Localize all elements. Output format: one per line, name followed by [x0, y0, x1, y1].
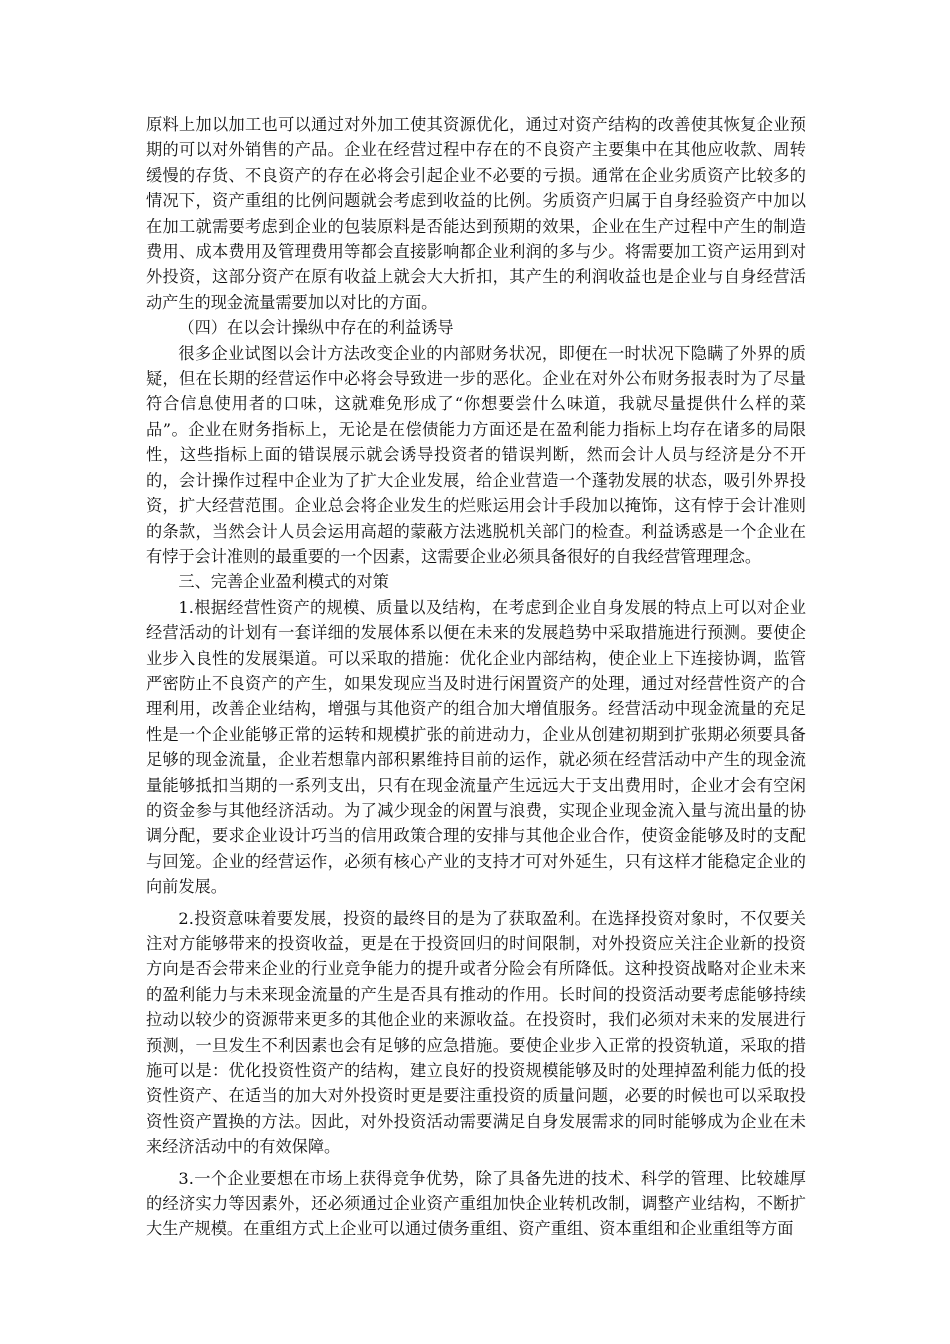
- paragraph-measure-3: 3.一个企业要想在市场上获得竞争优势，除了具备先进的技术、科学的管理、比较雄厚的经济实力等因素外，还必须通过企业资产重组加快企业转机改制，调整产业结构，不断扩大生产规模。在重组方式上企业可以通过债务重组、资产重组、资本重组和企业重组等方面: [146, 1168, 806, 1239]
- document-body: [146, 112, 806, 1242]
- section-heading-4: （四）在以会计操纵中存在的利益诱导: [178, 318, 454, 338]
- section-heading-3: 三、完善企业盈利模式的对策: [178, 572, 389, 592]
- paragraph-measure-1: 1.根据经营性资产的规模、质量以及结构，在考虑到企业自身发展的特点上可以对企业经营活动的计划有一套详细的发展体系以便在未来的发展趋势中采取措施进行预测。要使企业步入良性的发展渠道。可以采取的措施：优化企业内部结构，使企业上下连接协调，监管严密防止不良资产的产生，如果发现应当及时进行闲置资产的处理，通过对经营性资产的合理利用，改善企业结构，增强与其他资产的组合加大增值服务。经营活动中现金流量的充足性是一个企业能够正常的运转和规模扩张的前进动力，企业从创建初期到扩张期必须要具备足够的现金流量，企业若想靠内部积累维持目前的运作，就必须在经营活动中产生的现金流量能够抵扣当期的一系列支出，只有在现金流量产生远远大于支出费用时，企业才会有空闲的资金参与其他经济活动。为了减少现金的闲置与浪费，实现企业现金流入量与流出量的协调分配，要求企业设计巧当的信用政策合理的安排与其他企业合作，使资金能够及时的支配与回笼。企业的经营运作，必须有核心产业的支持才可对外延生，只有这样才能稳定企业的向前发展。: [146, 597, 806, 897]
- paragraph-continuation: 原料上加以加工也可以通过对外加工使其资源优化，通过对资产结构的改善使其恢复企业预期的可以对外销售的产品。企业在经营过程中存在的不良资产主要集中在其他应收款、周转缓慢的存货、不良资产的存在必将会引起企业不必要的亏损。通常在企业劣质资产比较多的情况下，资产重组的比例问题就会考虑到收益的比例。劣质资产归属于自身经验资产中加以在加工就需要考虑到企业的包装原料是否能达到预期的效果，企业在生产过程中产生的制造费用、成本费用及管理费用等都会直接影响都企业利润的多与少。将需要加工资产运用到对外投资，这部分资产在原有收益上就会大大折扣，其产生的利润收益也是企业与自身经营活动产生的现金流量需要加以对比的方面。: [146, 115, 806, 312]
- paragraph-measure-2: 2.投资意味着要发展，投资的最终目的是为了获取盈利。在选择投资对象时，不仅要关注对方能够带来的投资收益，更是在于投资回归的时间限制，对外投资应关注企业新的投资方向是否会带来企业的行业竞争能力的提升或者分险会有所降低。这种投资战略对企业未来的盈利能力与未来现金流量的产生是否具有推动的作用。长时间的投资活动要考虑能够持续拉动以较少的资源带来更多的其他企业的来源收益。在投资时，我们必须对未来的发展进行预测，一旦发生不利因素也会有足够的应急措施。要使企业步入正常的投资轨道，采取的措施可以是：优化投资性资产的结构，建立良好的投资规模能够及时的处理掉盈利能力低的投资性资产、在适当的加大对外投资时更是要注重投资的质量问题，必要的时候也可以采取投资性资产置换的方法。因此，对外投资活动需要满足自身发展需求的同时能够成为企业在未来经济活动中的有效保障。: [146, 908, 806, 1157]
- paragraph-accounting-manipulation: 很多企业试图以会计方法改变企业的内部财务状况，即便在一时状况下隐瞒了外界的质疑，但在长期的经营运作中必将会导致进一步的恶化。企业在对外公布财务报表时为了尽量符合信息使用者的口味，这就难免形成了“你想要尝什么味道，我就尽量提供什么样的菜品”。企业在财务指标上，无论是在偿债能力方面还是在盈利能力指标上均存在诸多的局限性，这些指标上面的错误展示就会诱导投资者的错误判断，然而会计人员与经济是分不开的，会计操作过程中企业为了扩大企业发展，给企业营造一个蓬勃发展的状态，吸引外界投资，扩大经营范围。企业总会将企业发生的烂账运用会计手段加以掩饰，这有悖于会计准则的条款，当然会计人员会运用高超的蒙蔽方法逃脱机关部门的检查。利益诱惑是一个企业在有悖于会计准则的最重要的一个因素，这需要企业必须具备很好的自我经营管理理念。: [146, 343, 806, 566]
